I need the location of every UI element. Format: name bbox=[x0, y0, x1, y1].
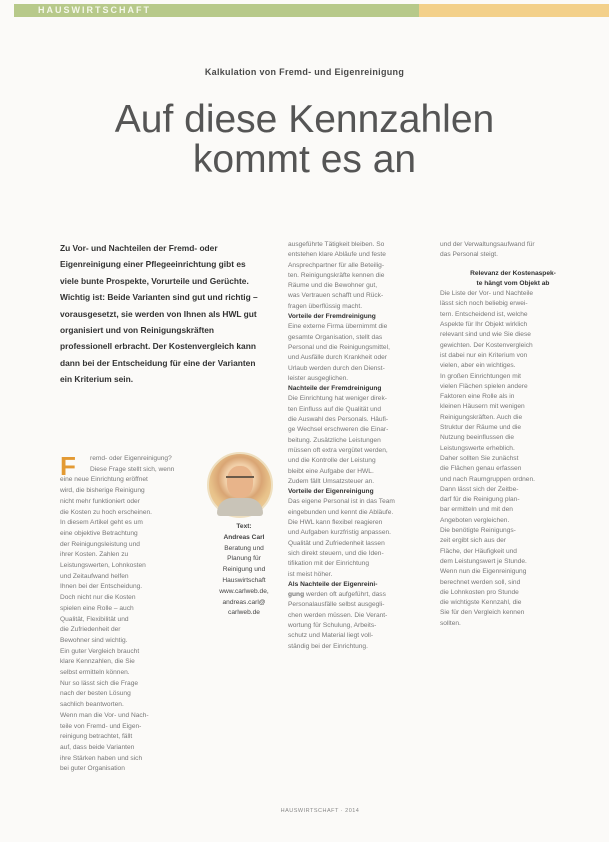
body-line: Personal und die Reinigungsmittel, bbox=[288, 343, 390, 351]
body-line: die Auswahl des Personals. Häufi- bbox=[288, 416, 389, 424]
body-line: Bewohner sind wichtig. bbox=[60, 636, 128, 644]
body-line: ist dabei nur ein Kriterium von bbox=[440, 351, 528, 359]
body-line: gewichten. Der Kostenvergleich bbox=[440, 341, 533, 349]
caption-role-1: Beratung und bbox=[224, 544, 264, 552]
body-line: Personalausfälle selbst ausgegli- bbox=[288, 601, 385, 609]
body-line: reinigung betrachtet, fällt bbox=[60, 733, 133, 741]
body-line: kleinen Häusern mit wenigen bbox=[440, 403, 525, 411]
body-line: die wichtigste Kennzahl, die bbox=[440, 599, 522, 607]
body-line: Fläche, der Häufigkeit und bbox=[440, 547, 517, 555]
body-line: fragen überflüssig macht. bbox=[288, 302, 363, 310]
body-line: bei guter Organisation bbox=[60, 765, 125, 773]
body-line: Struktur der Räume und die bbox=[440, 424, 521, 432]
body-line: ge Wechsel erschweren die Einar- bbox=[288, 426, 389, 434]
body-line: klare Kennzahlen, die Sie bbox=[60, 658, 135, 666]
subheading-relevanz-2: te hängt vom Objekt ab bbox=[476, 279, 550, 287]
body-line: berechnet werden soll, sind bbox=[440, 578, 521, 586]
body-line: teile von Fremd- und Eigen- bbox=[60, 722, 142, 730]
body-line: eine objektive Betrachtung bbox=[60, 529, 138, 537]
body-line: chen werden müssen. Die Verant- bbox=[288, 611, 388, 619]
article-title bbox=[60, 100, 549, 180]
body-line: ist meist höher. bbox=[288, 570, 333, 578]
body-line: nach der besten Lösung bbox=[60, 690, 131, 698]
body-line: relevant sind und wie Sie diese bbox=[440, 331, 531, 339]
body-line: die Kosten zu hoch erscheinen. bbox=[60, 508, 153, 516]
body-line: Nur so lässt sich die Frage bbox=[60, 679, 139, 687]
body-line: beitung. Zusätzliche Leistungen bbox=[288, 436, 381, 444]
article-title-line1: Auf diese Kennzahlen bbox=[114, 98, 495, 141]
body-line: In großen Einrichtungen mit bbox=[440, 372, 521, 380]
body-line: selbst ermitteln können. bbox=[60, 669, 130, 677]
subheading-eigen-nachteile-cont: gung bbox=[288, 591, 305, 599]
body-line: Daher sollten Sie zunächst bbox=[440, 454, 519, 462]
body-line: zeit ergibt sich aus der bbox=[440, 537, 506, 545]
body-line: Das eigene Personal ist in das Team bbox=[288, 498, 395, 506]
body-line: ihrer Kosten. Zahlen zu bbox=[60, 551, 129, 559]
body-line: Ihnen bei der Entscheidung. bbox=[60, 583, 143, 591]
body-column-3 bbox=[440, 240, 586, 629]
subheading-fremd-vorteile: Vorteile der Fremdreinigung bbox=[288, 313, 376, 321]
body-line: Diese Frage stellt sich, wenn bbox=[90, 465, 175, 473]
body-line: spielen eine Rolle – auch bbox=[60, 604, 134, 612]
caption-email-2: carlweb.de bbox=[228, 609, 260, 617]
body-line: tern. Entscheidend ist, welche bbox=[440, 310, 528, 318]
body-line: sollten. bbox=[440, 619, 461, 627]
body-line: das Personal steigt. bbox=[440, 251, 498, 259]
body-line: und Ausfälle durch Krankheit oder bbox=[288, 354, 387, 362]
body-line: Ansprechpartner für alle Beteilig- bbox=[288, 261, 385, 269]
body-line: Faktoren eine Rolle als in bbox=[440, 393, 515, 401]
subheading-fremd-nachteile: Nachteile der Fremdreinigung bbox=[288, 385, 382, 393]
body-line: Die HWL kann flexibel reagieren bbox=[288, 519, 383, 527]
body-line: Wenn nun die Eigenreinigung bbox=[440, 568, 527, 576]
body-line: dem Leistungswert je Stunde. bbox=[440, 557, 527, 565]
body-line: ten. Reinigungskräfte kennen die bbox=[288, 271, 385, 279]
body-line: Doch nicht nur die Kosten bbox=[60, 594, 136, 602]
body-line: Leistungswerte erheblich. bbox=[440, 444, 515, 452]
caption-label: Text: bbox=[236, 523, 252, 530]
caption-web: www.carlweb.de, bbox=[219, 587, 269, 595]
body-line: der Reinigungsleistung und bbox=[60, 540, 140, 548]
body-line: Leistungswerten, Lohnkosten bbox=[60, 562, 146, 570]
body-column-2 bbox=[288, 240, 434, 652]
body-line: auf, dass beide Varianten bbox=[60, 743, 135, 751]
body-line: ten Einfluss auf die Qualität und bbox=[288, 405, 382, 413]
drop-cap: F bbox=[60, 451, 76, 481]
body-line: bleibt eine Aufgabe der HWL. bbox=[288, 467, 374, 475]
body-line: Die Liste der Vor- und Nachteile bbox=[440, 290, 534, 298]
body-column-1 bbox=[60, 451, 270, 775]
caption-role-4: Hauswirtschaft bbox=[222, 576, 266, 584]
section-label: HAUSWIRTSCHAFT bbox=[38, 5, 151, 15]
body-line: gesamte Organisation, stellt das bbox=[288, 333, 383, 341]
body-line: Nutzung beeinflussen die bbox=[440, 434, 515, 442]
caption-author-name: Andreas Carl bbox=[223, 533, 265, 541]
body-line: Die Einrichtung hat weniger direk- bbox=[288, 395, 387, 403]
section-header-bar bbox=[14, 4, 419, 17]
body-line: lässt sich noch beliebig erwei- bbox=[440, 300, 528, 308]
header-accent-bar bbox=[419, 4, 609, 17]
body-line: Räume und die Bewohner gut, bbox=[288, 282, 378, 290]
body-line: und Aufgaben kurzfristig anpassen. bbox=[288, 529, 392, 537]
body-line: sachlich beantworten. bbox=[60, 701, 124, 709]
body-line: und der Verwaltungsaufwand für bbox=[440, 241, 535, 248]
body-line: ständig bei der Einrichtung. bbox=[288, 642, 368, 650]
body-line: schutz und Material liegt voll- bbox=[288, 632, 374, 640]
article-title-line2: kommt es an bbox=[192, 138, 417, 181]
body-line: entstehen klare Abläufe und feste bbox=[288, 251, 386, 259]
body-line: wortung für Schulung, Arbeits- bbox=[288, 621, 377, 629]
body-line: Urlaub werden durch den Dienst- bbox=[288, 364, 385, 372]
subheading-relevanz-1: Relevanz der Kostenaspek- bbox=[470, 269, 556, 277]
body-line: Reinigungskräften. Auch die bbox=[440, 413, 523, 421]
body-line-text: werden oft aufgeführt, dass bbox=[305, 591, 386, 599]
spacer bbox=[440, 261, 586, 269]
body-line: eingebunden und kennt die Abläufe. bbox=[288, 508, 394, 516]
body-line: vielen, aber ein wichtiges. bbox=[440, 362, 516, 370]
body-line: die Flächen genau erfassen bbox=[440, 465, 522, 473]
caption-role-2: Planung für bbox=[227, 555, 261, 563]
body-line: leister ausgeglichen. bbox=[288, 374, 349, 382]
body-line: die Zufriedenheit der bbox=[60, 626, 121, 634]
page-footer: HAUSWIRTSCHAFT · 2014 bbox=[280, 808, 360, 814]
body-line: Qualität und Zufriedenheit lassen bbox=[288, 539, 385, 547]
body-line: tifikation mit der Einrichtung bbox=[288, 560, 369, 568]
body-line bbox=[288, 590, 434, 600]
subheading-eigen-nachteile: Als Nachteile der Eigenreini- bbox=[288, 580, 378, 588]
body-line: Wenn man die Vor- und Nach- bbox=[60, 711, 149, 719]
caption-role-3: Reinigung und bbox=[222, 566, 266, 574]
body-line: was Vertrauen schafft und Rück- bbox=[288, 292, 384, 300]
body-line: Zudem fällt Umsatzsteuer an. bbox=[288, 477, 375, 485]
body-line: Eine externe Firma übernimmt die bbox=[288, 323, 388, 331]
body-line: sich direkt steuern, und die Iden- bbox=[288, 549, 384, 557]
body-line: In diesem Artikel geht es um bbox=[60, 519, 143, 527]
body-line: bar ermitteln und mit den bbox=[440, 506, 513, 514]
body-line: Dann lässt sich der Zeitbe- bbox=[440, 485, 519, 493]
body-line: nicht mehr funktioniert oder bbox=[60, 497, 140, 505]
body-line: Aspekte für Ihr Objekt wirklich bbox=[440, 321, 528, 329]
body-line: wird, die bisherige Reinigung bbox=[60, 487, 145, 495]
body-line: remd- oder Eigenreinigung? bbox=[90, 455, 172, 462]
body-line: eine neue Einrichtung eröffnet bbox=[60, 476, 148, 484]
body-line: ausgeführte Tätigkeit bleiben. So bbox=[288, 241, 385, 248]
body-line: darf für die Reinigung plan- bbox=[440, 496, 520, 504]
body-line: die Lohnkosten pro Stunde bbox=[440, 588, 519, 596]
body-line: Angeboten vergleichen. bbox=[440, 516, 510, 524]
body-line: und Zeitaufwand helfen bbox=[60, 572, 129, 580]
article-lead: Zu Vor- und Nachteilen der Fremd- oder Eigenreinigung einer Pflegeeinrichtung gibt es viele bunte Prospekte, Vorurteile und Gerüchte. Wichtig ist: Beide Varianten sind gut und richtig – vorausgesetzt, sie werden von Ihnen als HWL gut organisiert und von Reinigungskräften professionell erbracht. Der Kostenvergleich kann dann bei der Entscheidung für eine der Varianten ein Kriterium sein. bbox=[60, 243, 258, 385]
body-line: müssen oft extra vergütet werden, bbox=[288, 446, 388, 454]
body-line: und nach Raumgruppen ordnen. bbox=[440, 475, 535, 483]
body-line: Qualität, Flexibilität und bbox=[60, 615, 129, 623]
body-line: vielen Flächen spielen andere bbox=[440, 382, 528, 390]
caption-email-1: andreas.carl@ bbox=[222, 598, 266, 606]
body-line: Sie für den Vergleich kennen bbox=[440, 609, 525, 617]
body-line: Ein guter Vergleich braucht bbox=[60, 647, 140, 655]
subheading-eigen-vorteile: Vorteile der Eigenreinigung bbox=[288, 488, 374, 496]
body-line: Die benötigte Reinigungs- bbox=[440, 527, 516, 535]
body-line: ihre Stärken haben und sich bbox=[60, 754, 143, 762]
body-line: und die Kontrolle der Leistung bbox=[288, 457, 376, 465]
article-kicker: Kalkulation von Fremd- und Eigenreinigung bbox=[204, 67, 405, 77]
